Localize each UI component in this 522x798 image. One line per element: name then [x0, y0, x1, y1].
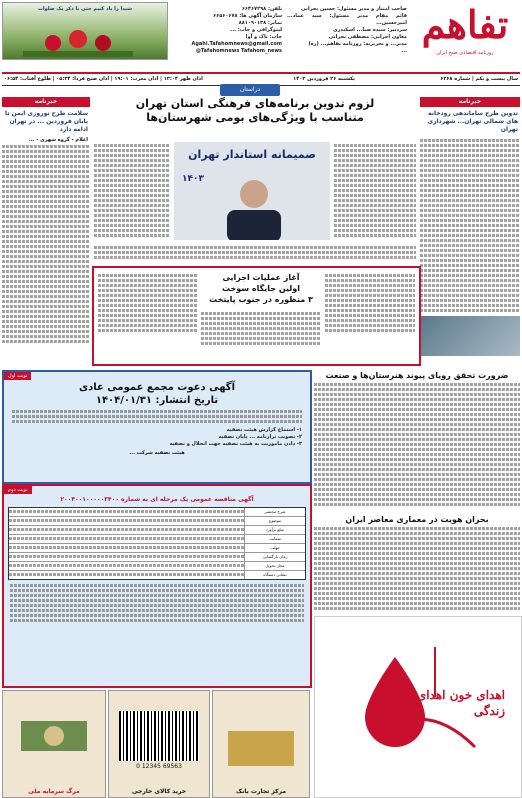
lead-text-right [334, 142, 416, 239]
right-column-title: تدوین طرح ساماندهی رودخانه های شمالی تهران... شهرداری تهران [427, 110, 518, 133]
barcode [119, 711, 199, 761]
article-art-identity [314, 514, 520, 614]
ad1-signature: هیئت تصفیه شرکت ... [129, 450, 185, 456]
bottom-ad-left: مرگ سرمایه ملی [2, 690, 106, 798]
photo-year: ۱۴۰۳ [182, 174, 204, 184]
ad2-corner: نوبت دوم [4, 486, 32, 494]
issue-date: یکشنبه ۲۶ فروردین ۱۴۰۳ [293, 76, 355, 82]
boxed-text-left [98, 272, 198, 334]
tagline: روزنامه اقتصادی صبح ایران [436, 50, 494, 56]
barcode-number: 0 12345 69563 [136, 763, 182, 770]
email[interactable]: Agahi.Tafahomnews@gmail.com [191, 41, 282, 47]
left-column-header: خبرنامه [2, 97, 90, 107]
prayer-times: اذان ظهر ۱۳:۰۴ | اذان مغرب: ۱۹:۰۱ | اذان صبح فردا: ۰۵:۳۴ | طلوع آفتاب: ۰۶:۵۴ [4, 76, 203, 82]
left-column-subtitle: اعلام - گروه شهری - ... [28, 137, 88, 143]
article-art-reform [314, 370, 520, 510]
boxed-title: آغاز عملیات اجرایی اولین جایگاه سوخت ۳ منظوره در جنوب پایتخت [209, 273, 313, 304]
credits: صاحب امتیاز و مدیر مسئول: حسین بحرانی قائم مقام مدیر مسئول: سید عماد... امیرحسین... سردبیر: سیده صبا... اسکندری معاون اجرایی: مصطفی بحرانی مدیر... و تحریریه: روزنامه تفاهم... (ره) ... [287, 6, 407, 54]
lead-story [94, 97, 416, 125]
section-label: دراستان [220, 84, 280, 96]
bottom-ad-right: مرکز تجارت بانک [212, 690, 310, 798]
ad-tender: نوبت دوم آگهی مناقصه عمومی یک مرحله ای به شماره ۲۰۰۴۰۰۱۰۰۰۰۰۳۴۰۰ شرح مختصر موضوع مبلغ برآورد ضمانت مهلت زمان بازگشایی محل تحویل نشانی دستگاه [2, 484, 312, 688]
lead-subtitle: متناسب با ویژگی‌های بومی شهرستان‌ها [146, 111, 364, 124]
speaker-portrait [219, 172, 289, 240]
lead-title: لزوم تدوین برنامه‌های فرهنگی استان تهران [135, 97, 375, 110]
right-column-body [420, 139, 520, 312]
ad2-title: آگهی مناقصه عمومی یک مرحله ای به شماره ۲۰۰۴۰۰۱۰۰۰۰۰۳۴۰۰ [60, 496, 254, 503]
right-column-header: خبرنامه [420, 97, 520, 107]
money-icon [11, 701, 97, 771]
lead-text-bottom [94, 244, 416, 261]
ad-assembly: نوبت اول آگهی دعوت مجمع عمومی عادی تاریخ انتشار: ۱۴۰۴/۰۱/۳۱ ۱- استماع گزارش هیئت تصفیه ۲- تصویب ترازنامه ... پایان تصفیه ۳- دادن ماموریت به هیئت تصفیه جهت انحلال و تصفیه هیئت تصفیه شرکت ... [2, 370, 312, 484]
issue-number: سال بیست و یکم | شماره ۶۲۶۸ [440, 76, 518, 82]
slogan: شیدا را یاد کنیم حتی با ذکر یک صلوات [37, 6, 133, 12]
ad1-date: تاریخ انتشار: ۱۴۰۴/۰۱/۳۱ [95, 395, 219, 406]
photo-banner: صمیمانه استاندار تهران [188, 148, 316, 161]
left-column-body [2, 145, 90, 343]
blood-donation-ad [314, 616, 522, 798]
flower-icon [23, 25, 133, 57]
ad1-title: آگهی دعوت مجمع عمومی عادی [78, 382, 236, 393]
right-column-photo [420, 316, 520, 356]
coins-icon [223, 701, 299, 771]
boxed-text-right [325, 272, 415, 334]
logo [410, 0, 520, 70]
left-column [2, 97, 90, 365]
boxed-story [92, 266, 421, 366]
lead-text-left [94, 142, 170, 239]
right-column [420, 97, 520, 365]
masthead [0, 0, 522, 72]
contacts: تلفن: ۶۶۴۶۷۲۹۸ سازمان آگهی ها: ۶۶۵۶۰۶۷۸ نمابر: ۸۸۱۰۹۰۱۳۸ لیتوگرافی و چاپ: ... چاپ: تاک و آوا Agahi.Tafahomnews@gmail.com @Tafahomnews Tafahom_news [172, 6, 282, 66]
lead-photo [174, 142, 330, 240]
art-reform-title: ضرورت تحقق رویای پیوند هنرستان‌ها و صنعت [325, 371, 509, 380]
boxed-text-under [201, 310, 321, 347]
art-identity-title: بحران هویت در معماری معاصر ایران [345, 515, 489, 524]
bottom-ad-center: 0 12345 69563 خرید کالای خارجی [108, 690, 210, 798]
blood-ad-text: اهدای خون اهدای زندگی [416, 688, 505, 718]
ad1-corner: نوبت اول [4, 372, 31, 380]
left-column-title: سلامت طرح نوروزی ایمن تا پایان فروردین ... در تهران ادامه دارد [5, 110, 88, 133]
social-handles[interactable]: @Tafahomnews Tafahom_news [195, 48, 282, 54]
logo-text: تفاهم [421, 2, 509, 47]
slogan-banner [2, 2, 168, 60]
